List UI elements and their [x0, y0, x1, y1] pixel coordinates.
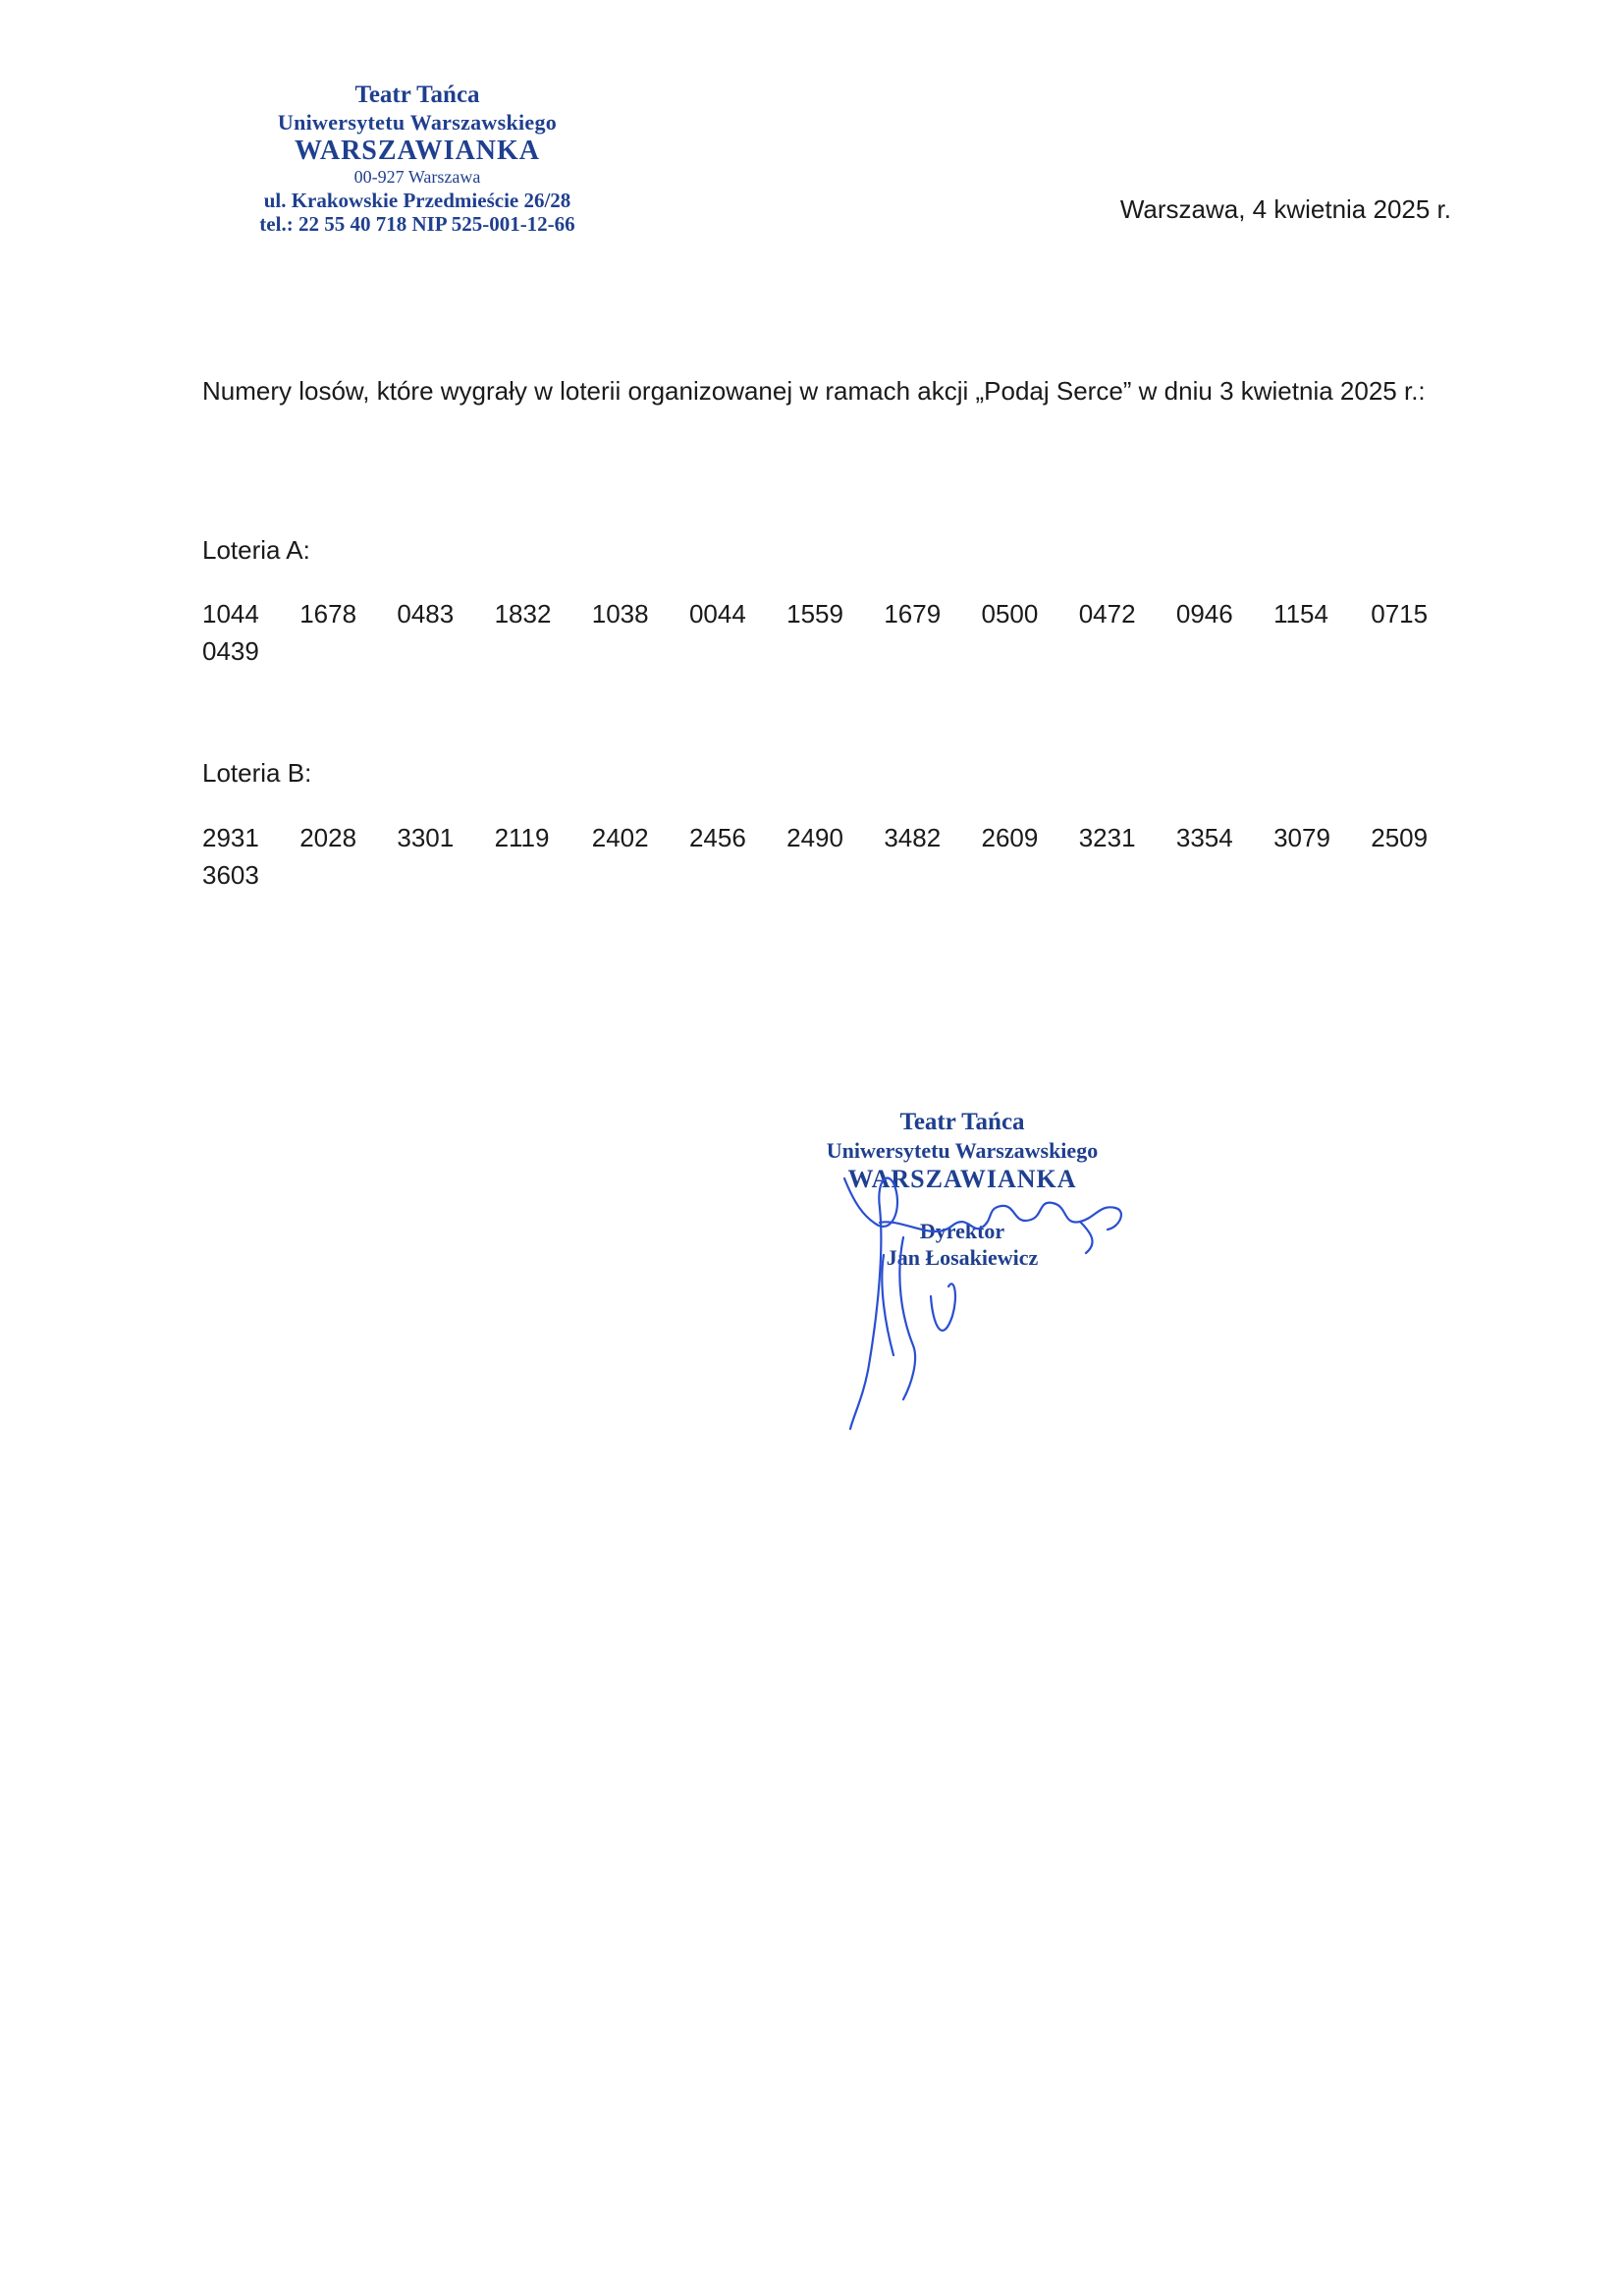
ticket-number: 1038 [591, 599, 649, 629]
ticket-number: 0044 [688, 599, 746, 629]
ticket-number: 1678 [299, 599, 357, 629]
ticket-number: 1044 [202, 599, 259, 629]
ticket-number: 0500 [981, 599, 1039, 629]
ticket-number: 1559 [786, 599, 843, 629]
sign-stamp-role: Dyrektor [919, 1219, 1005, 1244]
handwritten-signature [785, 1149, 1159, 1434]
ticket-number: 3482 [884, 823, 942, 852]
stamp-line-university: Uniwersytetu Warszawskiego [277, 109, 558, 135]
ticket-number: 1154 [1273, 599, 1328, 629]
intro-paragraph: Numery losów, które wygrały w loterii organizowanej w ramach akcji „Podaj Serce” w dniu 3 kwietnia 2025 r.: [202, 376, 1426, 406]
header-stamp [206, 81, 628, 237]
stamp-line-phone: tel.: 22 55 40 718 NIP 525-001-12-66 [259, 212, 575, 237]
sign-stamp-university: Uniwersytetu Warszawskiego [826, 1137, 1099, 1163]
stamp-line-street: ul. Krakowskie Przedmieście 26/28 [263, 188, 571, 212]
ticket-number: 3301 [397, 823, 455, 852]
lottery-a-title: Loteria A: [202, 535, 310, 565]
ticket-number: 0472 [1078, 599, 1136, 629]
ticket-number: 3079 [1273, 823, 1330, 852]
ticket-number: 2028 [299, 823, 357, 852]
stamp-line-name: WARSZAWIANKA [294, 136, 541, 167]
stamp-line-postal: 00-927 Warszawa [353, 167, 481, 188]
sign-stamp-theatre: Teatr Tańca [899, 1109, 1025, 1135]
document-date: Warszawa, 4 kwietnia 2025 r. [1119, 194, 1451, 224]
ticket-number: 2609 [981, 823, 1039, 852]
sign-stamp-name: WARSZAWIANKA [847, 1165, 1077, 1194]
ticket-number: 1832 [494, 599, 552, 629]
ticket-number: 0946 [1175, 599, 1233, 629]
ticket-number: 2509 [1371, 823, 1429, 852]
ticket-number: 0483 [397, 599, 455, 629]
ticket-number: 2456 [688, 823, 746, 852]
lottery-a-numbers [202, 596, 1479, 670]
ticket-number: 0715 [1371, 599, 1429, 629]
ticket-number: 3231 [1078, 823, 1136, 852]
ticket-number: 3354 [1175, 823, 1233, 852]
ticket-number: 1679 [884, 599, 942, 629]
ticket-number: 3603 [202, 859, 259, 890]
ticket-number: 2402 [591, 823, 649, 852]
lottery-b-numbers [202, 820, 1479, 894]
lottery-b-title: Loteria B: [202, 758, 312, 788]
ticket-number: 2119 [494, 823, 550, 852]
sign-stamp-person: Jan Łosakiewicz [886, 1244, 1039, 1270]
ticket-number: 2931 [202, 823, 259, 852]
stamp-line-theatre: Teatr Tańca [354, 82, 480, 108]
ticket-number: 0439 [202, 635, 259, 666]
ticket-number: 2490 [786, 823, 843, 852]
